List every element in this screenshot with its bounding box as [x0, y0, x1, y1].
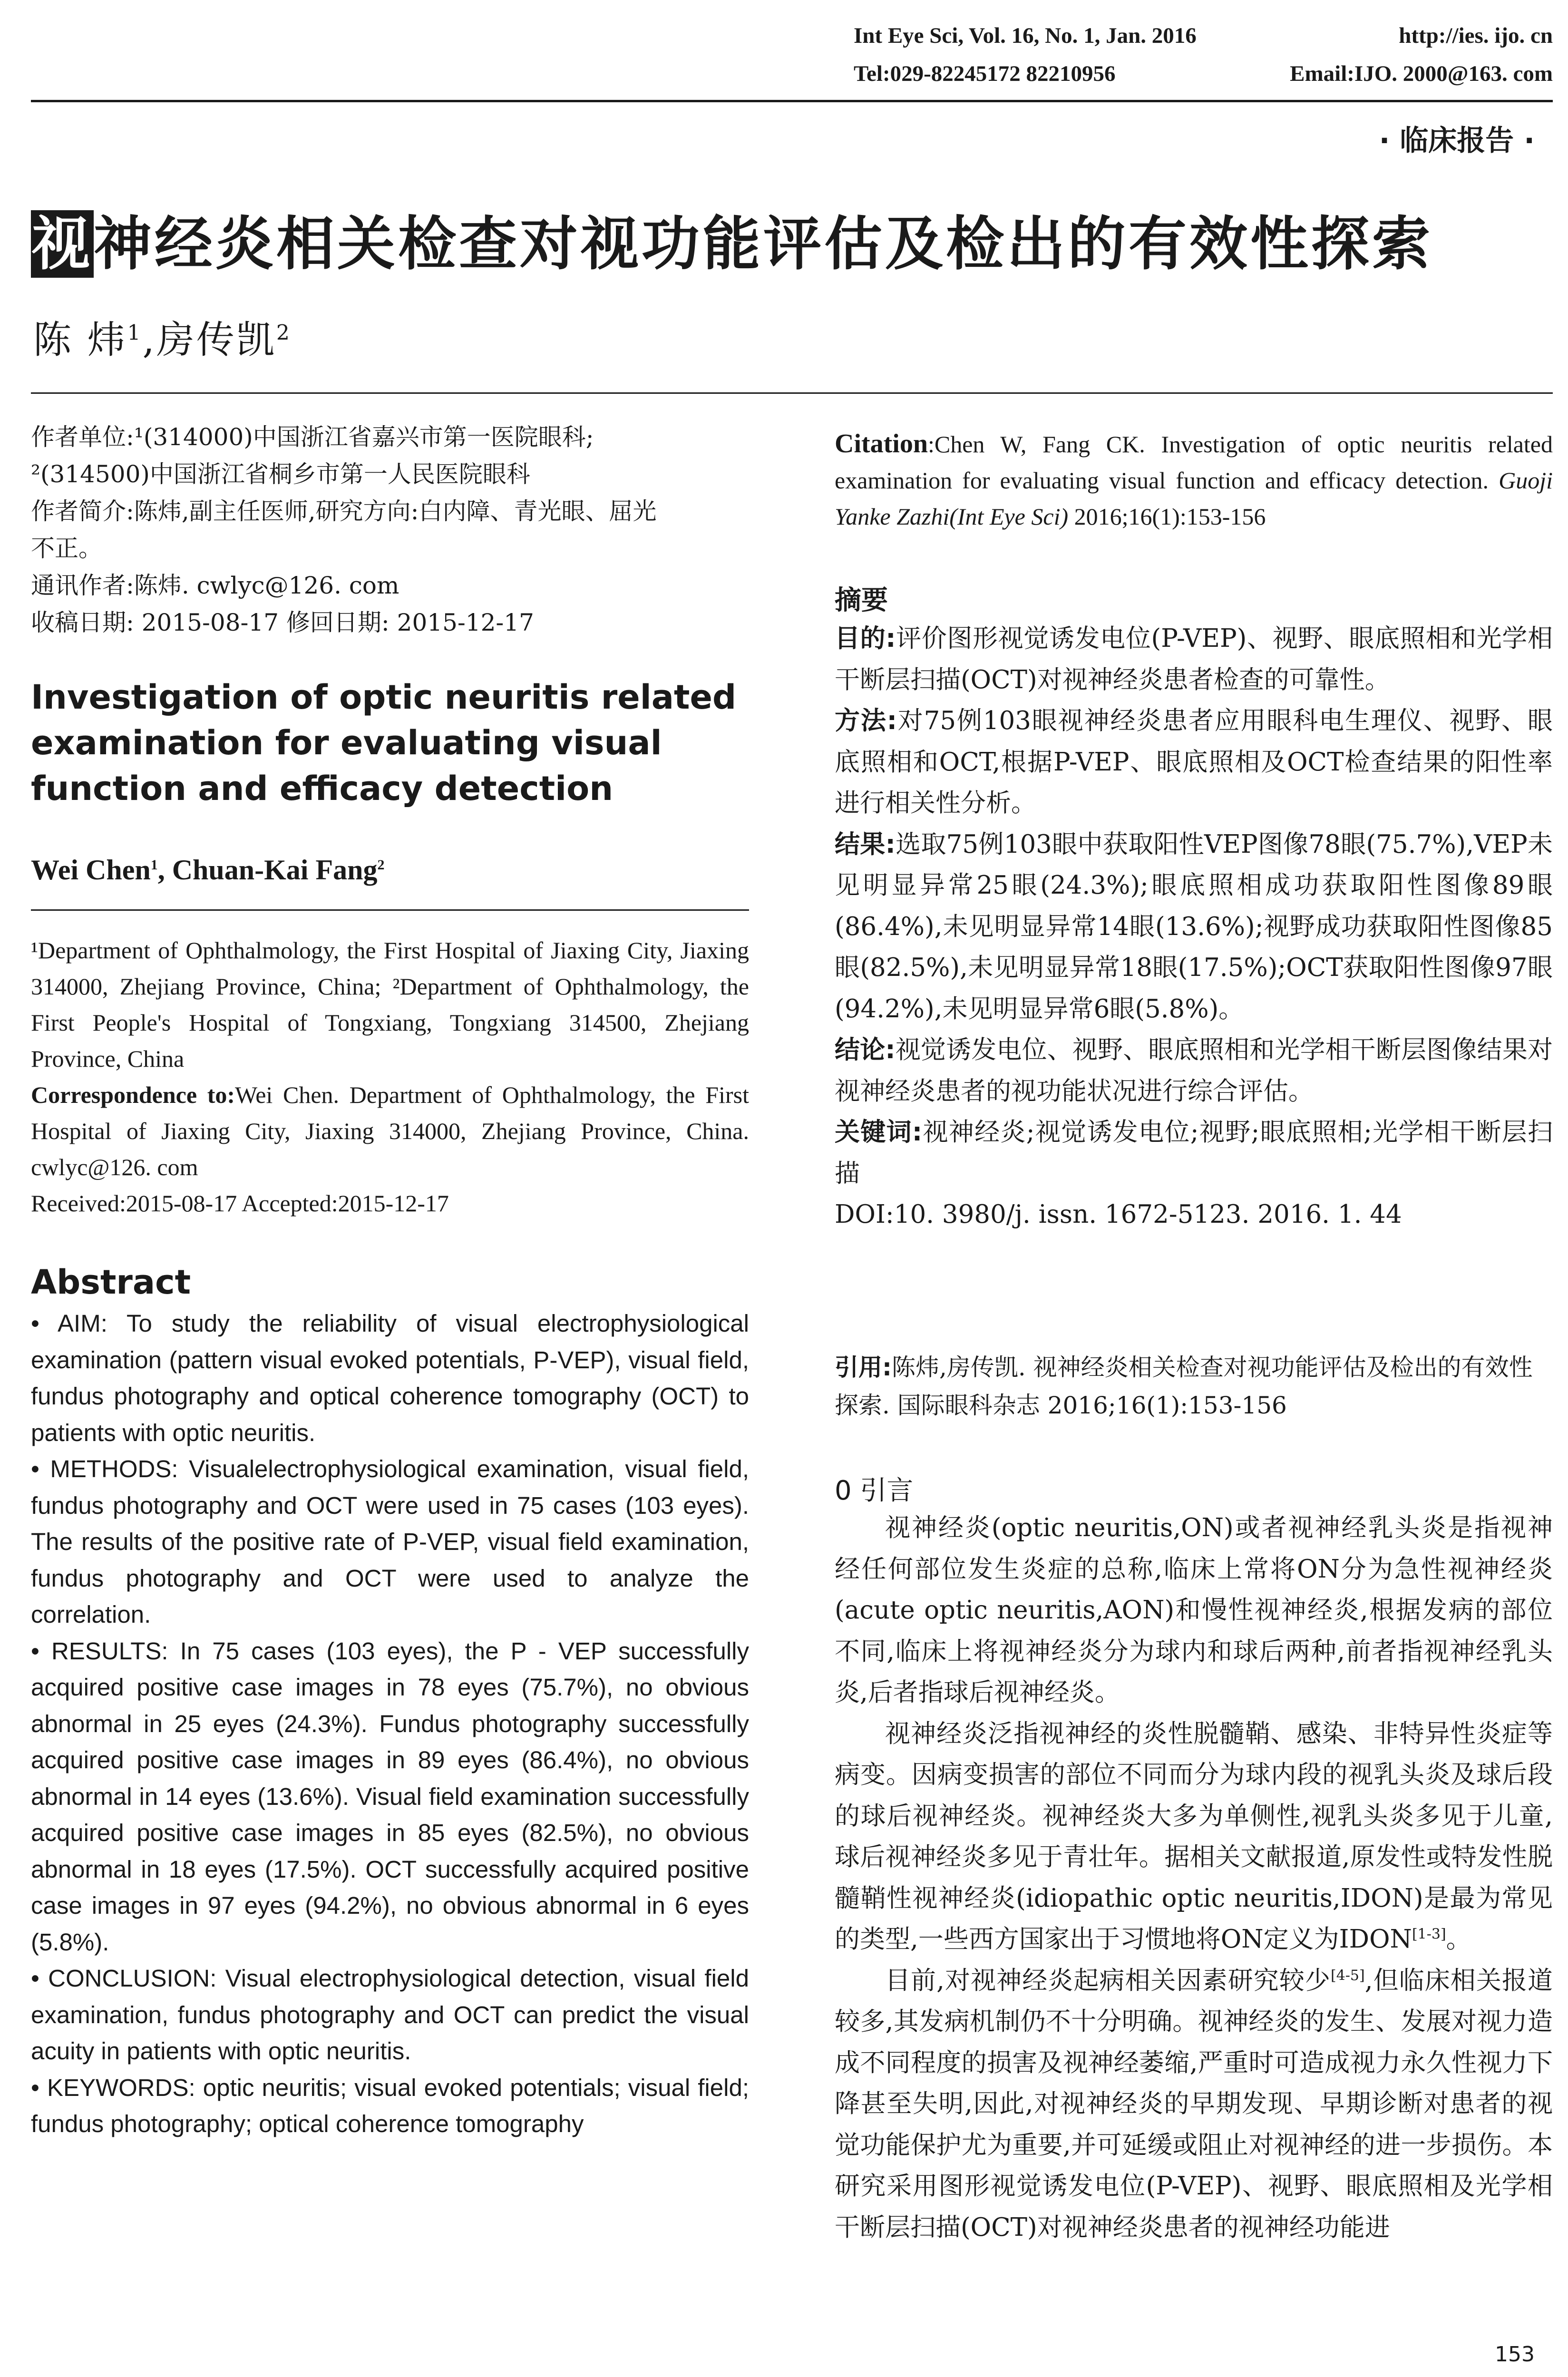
abstract-conclusion: • CONCLUSION: Visual electrophysiological detection, visual field examination, fundus photography and OCT can predict the visual acuity in patients with optic neuritis. [31, 1965, 749, 2065]
citation-zh: 引用:陈炜,房传凯. 视神经炎相关检查对视功能评估及检出的有效性探索. 国际眼科杂志 2016;16(1):153-156 [835, 1354, 1533, 1419]
affiliation-zh: 作者单位:¹(314000)中国浙江省嘉兴市第一医院眼科; ²(314500)中国浙江省桐乡市第一人民医院眼科 作者简介:陈炜,副主任医师,研究方向:白内障、青光眼、屈光 不正。 通讯作者:陈炜. cwlyc@126. com 收稿日期: 2015-08-17 修回日期: 2015-12-17 [31, 423, 657, 636]
section-tag: · 临床报告 · [1379, 124, 1535, 157]
citation-en: Citation:Chen W, Fang CK. Investigation of optic neuritis related examination for evaluating visual function and efficacy detection. Guoji Yanke Zazhi(Int Eye Sci) 2016;16(1):153-156 [835, 429, 1553, 530]
title-rule [31, 392, 1553, 394]
doi: DOI:10. 3980/j. issn. 1672-5123. 2016. 1. 44 [835, 1200, 1402, 1229]
journal-tel: Tel:029-82245172 82210956 [854, 61, 1116, 86]
authors-en: Wei Chen$^1$, Chuan-Kai Fang$^2$ [31, 854, 385, 886]
journal-citation: Int Eye Sci, Vol. 16, No. 1, Jan. 2016 [854, 23, 1197, 48]
intro-body: 视神经炎(optic neuritis,ON)或者视神经乳头炎是指视神经任何部位发生炎症的总称,临床上常将ON分为急性视神经炎(acute optic neuritis,AON)和慢性视神经炎,根据发病的部位不同,临床上将视神经炎分为球内和球后两种,前者指视神经乳头炎,后者指球后视神经炎。 视神经炎泛指视神经的炎性脱髓鞘、感染、非特异性炎症等病变。因病变损害的部位不同而分为球内段的视乳头炎及球后段的球后视神经炎。视神经炎大多为单侧性,视乳头炎多见于儿童,球后视神经炎多见于青壮年。据相关文献报道,原发性或特发性脱髓鞘性视神经炎(idiopathic optic neuritis,IDON)是最为常见的类型,一些西方国家出于习惯地将ON定义为IDON[1-3]。 目前,对视神经炎起病相关因素研究较少[4-5],但临床相关报道较多,其发病机制仍不十分明确。视神经炎的发生、发展对视力造成不同程度的损害及视神经萎缩,严重时可造成视力永久性视力下降甚至失明,因此,对视神经炎的早期发现、早期诊断对患者的视觉功能保护尤为重要,并可延缓或阻止对视神经的进一步损伤。本研究采用图形视觉诱发电位(P-VEP)、视野、眼底照相及光学相干断层扫描(OCT)对视神经炎患者的视神经功能进 [835, 1513, 1553, 2242]
received-dates: Received:2015-08-17 Accepted:2015-12-17 [31, 1190, 449, 1217]
intro-heading: 0 引言 [835, 1475, 914, 1506]
journal-url[interactable]: http://ies. ijo. cn [1399, 23, 1553, 48]
citation-label: Citation [835, 429, 928, 458]
zh-abstract-heading: 摘要 [835, 585, 888, 616]
title-rest: 神经炎相关检查对视功能评估及检出的有效性探索 [94, 210, 1433, 278]
authors-zh: 陈 炜$^1$,房传凯$^2$ [33, 318, 292, 362]
affiliation-en: ¹Department of Ophthalmology, the First Hospital of Jiaxing City, Jiaxing 314000, Zhejiang Province, China; ²Department of Ophthalmology, the First People's Hospital of Tongxiang, Tongxiang 314500, Zhejiang Province, China Correspondence to:Wei Chen. Department of Ophthalmology, the First Hospital of Jiaxing City, Jiaxing 314000, Zhejiang Province, China. cwlyc@126. com Received:2015-08-17 Accepted:2015-12-17 [31, 932, 749, 1221]
journal-header [854, 23, 1553, 49]
title-first-char: 视 [32, 210, 93, 278]
page-title [31, 197, 1433, 281]
page-number: 153 [1495, 2342, 1535, 2367]
zh-abstract: 目的:评价图形视觉诱发电位(P-VEP)、视野、眼底照相和光学相干断层扫描(OCT)对视神经炎患者检查的可靠性。 方法:对75例103眼视神经炎患者应用眼科电生理仪、视野、眼底照相和OCT,根据P-VEP、眼底照相及OCT检查结果的阳性率进行相关性分析。 结果:选取75例103眼中获取阳性VEP图像78眼(75.7%),VEP未见明显异常25眼(24.3%);眼底照相成功获取阳性图像89眼(86.4%),未见明显异常14眼(13.6%);视野成功获取阳性图像85眼(82.5%),未见明显异常18眼(17.5%);OCT获取阳性图像97眼(94.2%),未见明显异常6眼(5.8%)。 结论:视觉诱发电位、视野、眼底照相和光学相干断层图像结果对视神经炎患者的视功能状况进行综合评估。 关键词:视神经炎;视觉诱发电位;视野;眼底照相;光学相干断层扫描 DOI:10. 3980/j. issn. 1672-5123. 2016. 1. 44 [835, 618, 1553, 1236]
abstract-heading: Abstract [31, 1263, 191, 1302]
header-rule [31, 100, 1553, 102]
correspondence-label: Correspondence to: [31, 1081, 235, 1108]
abstract-methods: • METHODS: Visualelectrophysiological examination, visual field, fundus photography and OCT were used in 75 cases (103 eyes). The results of the positive rate of P-VEP, visual field examination, fundus photography and OCT were used to analyze the correlation. [31, 1455, 749, 1628]
abstract-keywords: • KEYWORDS: optic neuritis; visual evoked potentials; visual field; fundus photography; optical coherence tomography [31, 2074, 749, 2137]
journal-email[interactable]: Email:IJO. 2000@163. com [1290, 61, 1553, 86]
authors-rule [31, 909, 749, 911]
journal-contact [854, 61, 1553, 87]
abstract-aim: • AIM: To study the reliability of visual electrophysiological examination (pattern visual evoked potentials, P-VEP), visual field, fundus photography and optical coherence tomography (OCT) to patients with optic neuritis. [31, 1310, 749, 1446]
abstract-results: • RESULTS: In 75 cases (103 eyes), the P - VEP successfully acquired positive case images in 78 eyes (75.7%), no obvious abnormal in 25 eyes (24.3%). Fundus photography successfully acquired positive case images in 89 eyes (86.4%), no obvious abnormal in 14 eyes (13.6%). Visual field examination successfully acquired positive case images in 85 eyes (82.5%), no obvious abnormal in 18 eyes (17.5%). OCT successfully acquired positive case images in 97 eyes (94.2%), no obvious abnormal in 6 eyes (5.8%). [31, 1637, 749, 1956]
english-title: Investigation of optic neuritis related examination for evaluating visual function and efficacy detection [31, 678, 737, 808]
abstract-en [31, 1305, 749, 2143]
